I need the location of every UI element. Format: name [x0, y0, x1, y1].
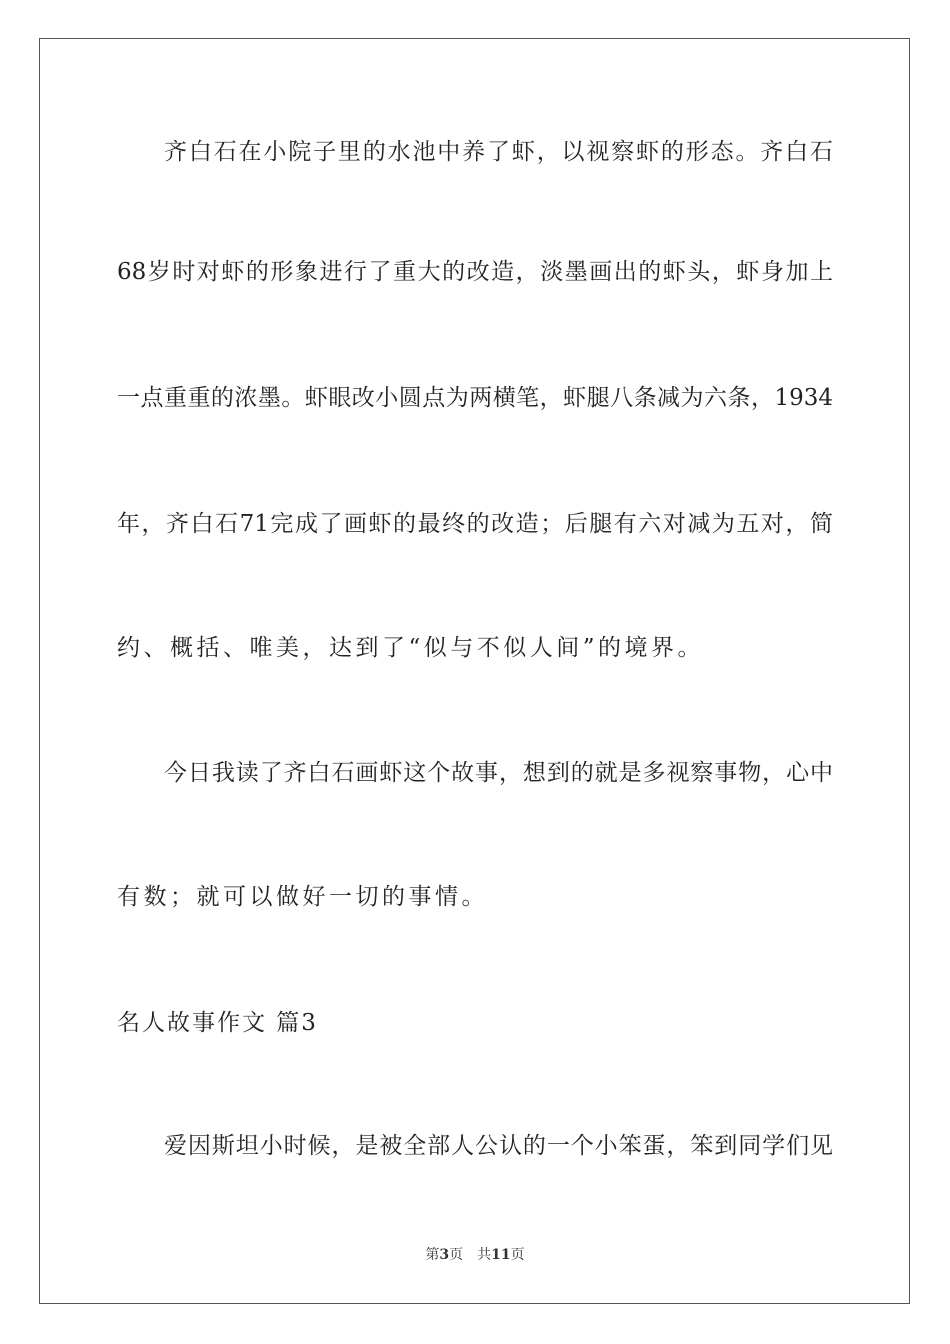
footer-total-prefix: 共	[477, 1247, 492, 1263]
footer-page-suffix: 页	[449, 1247, 464, 1263]
paragraph-2-line-1: 今日我读了齐白石画虾这个故事，想到的就是多视察事物，心中	[164, 760, 833, 786]
paragraph-1-line-5: 约、概括、唯美，达到了“似与不似人间”的境界。	[117, 635, 705, 661]
paragraph-1-line-4: 年，齐白石71完成了画虾的最终的改造；后腿有六对减为五对，简	[117, 511, 833, 537]
footer-total-suffix: 页	[510, 1247, 525, 1263]
page-footer	[0, 1246, 950, 1264]
footer-total-pages: 11	[491, 1247, 511, 1263]
paragraph-3-line-1: 爱因斯坦小时候，是被全部人公认的一个小笨蛋，笨到同学们见	[164, 1133, 833, 1159]
page-border	[39, 38, 910, 1304]
footer-prefix: 第	[425, 1247, 440, 1263]
section-heading: 名人故事作文 篇3	[117, 1010, 318, 1036]
paragraph-2-line-2: 有数；就可以做好一切的事情。	[117, 884, 488, 910]
paragraph-1-line-2: 68岁时对虾的形象进行了重大的改造，淡墨画出的虾头，虾身加上	[117, 259, 833, 285]
footer-page-number: 3	[439, 1247, 450, 1263]
paragraph-1-line-1: 齐白石在小院子里的水池中养了虾，以视察虾的形态。齐白石	[164, 139, 833, 165]
paragraph-1-line-3: 一点重重的浓墨。虾眼改小圆点为两横笔，虾腿八条减为六条，1934	[117, 385, 833, 411]
